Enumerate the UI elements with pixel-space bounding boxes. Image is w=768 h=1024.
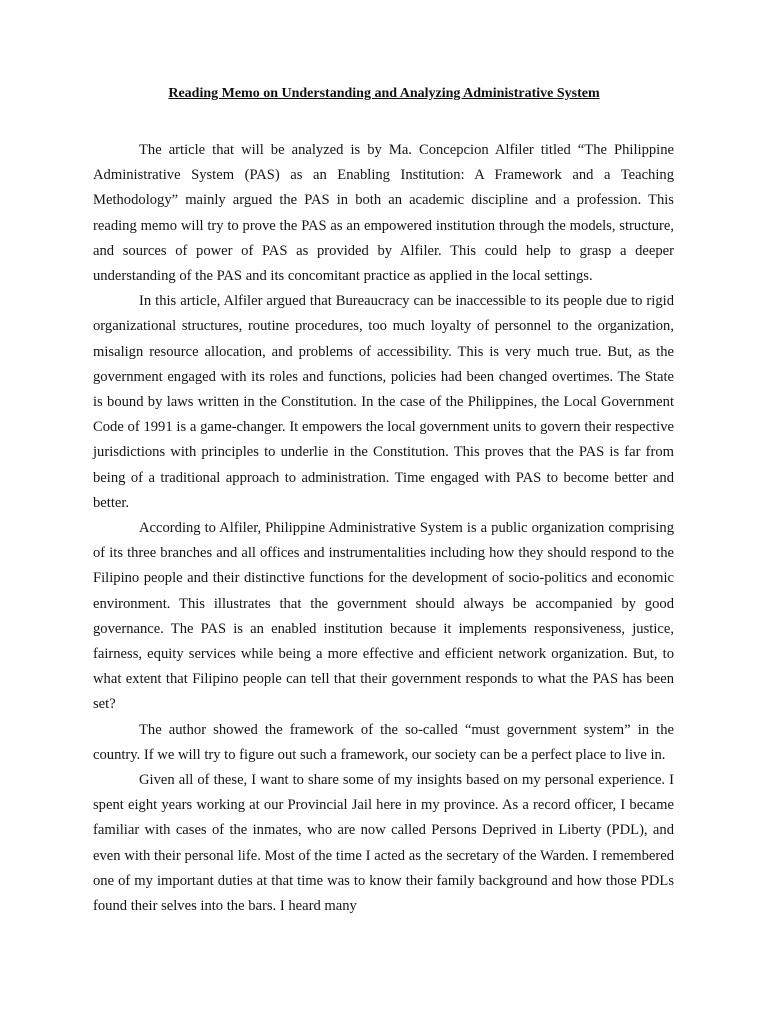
paragraph-5: Given all of these, I want to share some of my insights based on my personal experience. I spent eight years working at our Provincial Jail here in my province. As a record officer, I became familiar with cases of the inmates, who are now called Persons Deprived in Liberty (PDL), and even with their personal life. Most of the time I acted as the secretary of the Warden. I remembered one of my important duties at that time was to know their family background and how those PDLs found their selves into the bars. I heard many bbox=[93, 772, 674, 915]
document-title: Reading Memo on Understanding and Analyzing Administrative System bbox=[168, 86, 600, 101]
paragraph-2: In this article, Alfiler argued that Bureaucracy can be inaccessible to its people due to rigid organizational structures, routine procedures, too much loyalty of personnel to the organization, misalign resource allocation, and problems of accessibility. This is very much true. But, as the government engaged with its roles and functions, policies had been changed overtimes. The State is bound by laws written in the Constitution. In the case of the Philippines, the Local Government Code of 1991 is a game-changer. It empowers the local government units to govern their respective jurisdictions with principles to underlie in the Constitution. This proves that the PAS is far from being of a traditional approach to administration. Time engaged with PAS to become better and better. bbox=[93, 293, 674, 511]
document-body bbox=[93, 138, 674, 919]
paragraph-1: The article that will be analyzed is by Ma. Concepcion Alfiler titled “The Philippine Administrative System (PAS) as an Enabling Institution: A Framework and a Teaching Methodology” mainly argued the PAS in both an academic discipline and a profession. This reading memo will try to prove the PAS as an empowered institution through the models, structure, and sources of power of PAS as provided by Alfiler. This could help to grasp a deeper understanding of the PAS and its concomitant practice as applied in the local settings. bbox=[93, 142, 674, 285]
paragraph-3: According to Alfiler, Philippine Administrative System is a public organization comprising of its three branches and all offices and instrumentalities including how they should respond to the Filipino people and their distinctive functions for the development of socio-politics and economic environment. This illustrates that the government should always be accompanied by good governance. The PAS is an enabled institution because it implements responsiveness, justice, fairness, equity services while being a more effective and efficient network organization. But, to what extent that Filipino people can tell that their government responds to what the PAS has been set? bbox=[93, 520, 674, 713]
paragraph-4: The author showed the framework of the so-called “must government system” in the country. If we will try to figure out such a framework, our society can be a perfect place to live in. bbox=[93, 721, 674, 763]
